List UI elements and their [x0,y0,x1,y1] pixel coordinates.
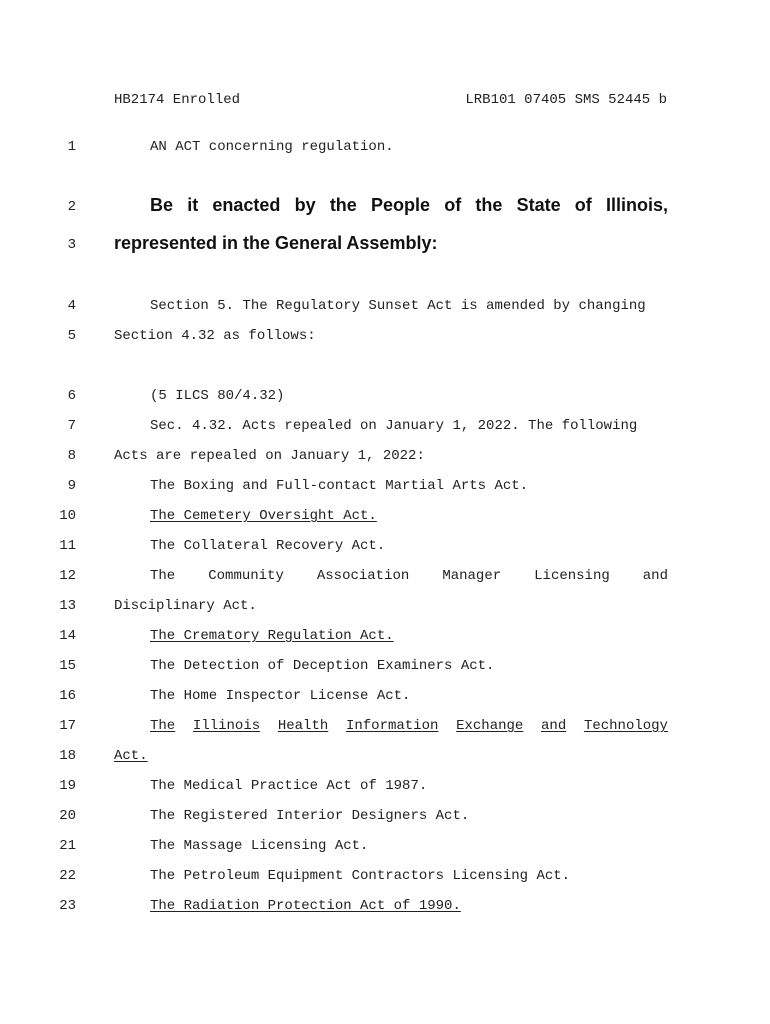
line-number: 22 [59,868,76,884]
word: State [516,195,561,215]
line-number: 20 [59,808,76,824]
act-list-item: The Home Inspector License Act. [150,688,411,704]
word: Illinois, [605,195,668,215]
inserted-act-list-item [150,717,668,735]
word: Illinois [192,718,261,734]
act-list-item-continuation: Disciplinary Act. [114,598,257,614]
act-list-item [150,567,668,585]
section-text-line: Section 4.32 as follows: [114,328,316,344]
lrb-reference-header: LRB101 07405 SMS 52445 b [465,92,667,108]
inserted-act-list-item: The Cemetery Oversight Act. [150,508,377,524]
line-number: 9 [67,478,76,494]
line-number: 16 [59,688,76,704]
section-heading-line: Sec. 4.32. Acts repealed on January 1, 2022. The following [150,418,638,434]
line-number: 17 [59,718,76,734]
line-number: 3 [67,237,76,253]
word: Health [277,718,329,734]
line-number: 23 [59,898,76,914]
line-number: 5 [67,328,76,344]
line-number: 18 [59,748,76,764]
line-number: 6 [67,388,76,404]
bill-number-header: HB2174 Enrolled [114,92,241,108]
word: by [294,195,316,215]
section-text-line: Section 5. The Regulatory Sunset Act is amended by changing [150,298,646,314]
act-list-item: The Petroleum Equipment Contractors Licensing Act. [150,868,571,884]
word: Information [345,718,439,734]
line-number: 11 [59,538,76,554]
inserted-act-list-item-continuation: Act. [114,748,148,764]
word: Manager [442,568,502,584]
act-list-item: The Collateral Recovery Act. [150,538,386,554]
line-number: 14 [59,628,76,644]
act-list-item: The Massage Licensing Act. [150,838,369,854]
word: the [329,195,357,215]
line-number: 8 [67,448,76,464]
word: Licensing [534,568,610,584]
line-number: 21 [59,838,76,854]
word: and [541,718,567,734]
act-list-item: The Registered Interior Designers Act. [150,808,470,824]
section-text-line: Acts are repealed on January 1, 2022: [114,448,425,464]
line-number: 2 [67,199,76,215]
act-list-item: The Detection of Deception Examiners Act. [150,658,495,674]
word: the [475,195,503,215]
word: Association [316,568,410,584]
inserted-act-list-item: The Crematory Regulation Act. [150,628,394,644]
word: of [574,195,592,215]
line-number: 13 [59,598,76,614]
word: enacted [212,195,281,215]
word: and [642,568,668,584]
act-title-line: AN ACT concerning regulation. [150,139,394,155]
act-list-item: The Medical Practice Act of 1987. [150,778,428,794]
word: The [150,568,176,584]
word: it [187,195,199,215]
line-number: 12 [59,568,76,584]
word: Exchange [456,718,524,734]
act-list-item: The Boxing and Full-contact Martial Arts Act. [150,478,529,494]
word: Be [150,195,174,215]
word: Technology [583,718,668,734]
line-number: 1 [67,139,76,155]
ilcs-citation: (5 ILCS 80/4.32) [150,388,285,404]
enacting-clause-line [150,194,668,216]
line-number: 10 [59,508,76,524]
word: People [371,195,431,215]
line-number: 7 [67,418,76,434]
word: The [150,718,176,734]
line-number: 15 [59,658,76,674]
enacting-clause-line: represented in the General Assembly: [114,233,438,253]
line-number: 19 [59,778,76,794]
word: Community [208,568,284,584]
line-number: 4 [67,298,76,314]
inserted-act-list-item: The Radiation Protection Act of 1990. [150,898,461,914]
word: of [444,195,462,215]
